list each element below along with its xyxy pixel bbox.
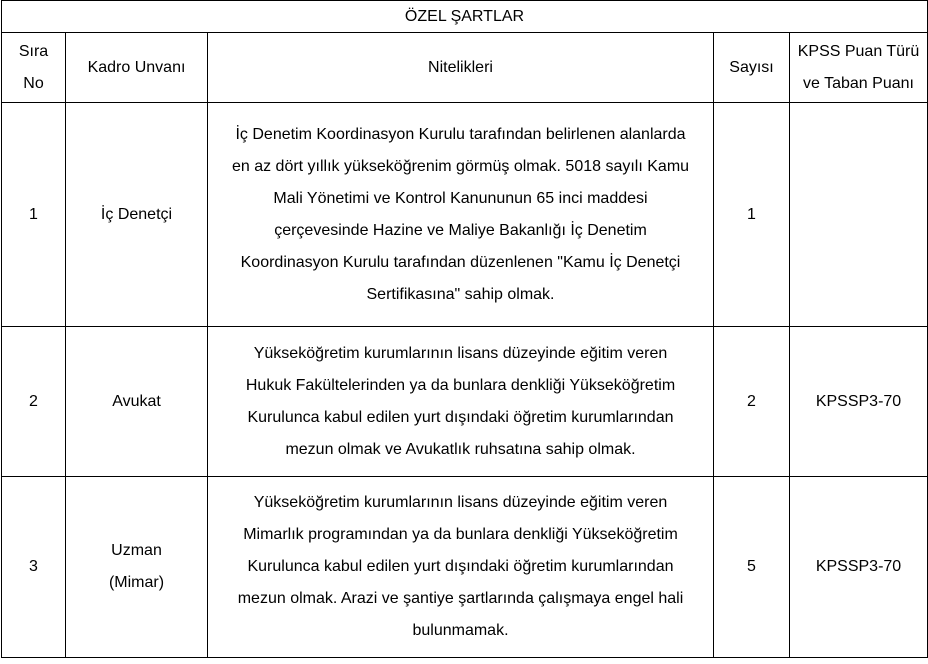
nitelik-line: Yükseköğretim kurumlarının lisans düzeyinde eğitim veren [253,344,668,362]
header-sira-no-line: Sıra [18,42,49,60]
nitelik-line: Koordinasyon Kurulu tarafından düzenlenen "Kamu İç Denetçi [240,253,681,271]
cell-kadro-unvani [66,327,208,477]
cell-sira-no: 1 [2,103,66,327]
table-row [2,327,928,477]
title-row [2,1,928,33]
cell-sayisi: 1 [714,103,790,327]
header-sira-no [2,33,66,103]
ozel-sartlar-table [1,0,928,658]
nitelik-line: Hukuk Fakültelerinden ya da bunlara denkliği Yükseköğretim [245,376,676,394]
nitelik-line: Mali Yönetimi ve Kontrol Kanununun 65 inci maddesi [273,189,648,207]
table-row [2,477,928,658]
cell-kpss [790,103,928,327]
header-kpss-line: KPSS Puan Türü [797,42,920,60]
unvan-line: (Mimar) [108,574,165,591]
cell-sira-no: 3 [2,477,66,658]
table-row [2,103,928,327]
nitelik-line: Sertifikasına" sahip olmak. [366,285,555,303]
cell-sayisi: 5 [714,477,790,658]
nitelik-line: Mimarlık programından ya da bunlara denkliği Yükseköğretim [243,526,678,543]
nitelik-line: mezun olmak ve Avukatlık ruhsatına sahip olmak. [285,440,636,458]
cell-nitelikleri [208,327,714,477]
nitelik-line: Yükseköğretim kurumlarının lisans düzeyinde eğitim veren [253,494,668,511]
unvan-line: Avukat [112,392,161,410]
unvan-line: Uzman [111,542,162,559]
nitelik-line: İç Denetim Koordinasyon Kurulu tarafından belirlenen alanlarda [235,125,686,143]
header-kpss [790,33,928,103]
cell-kadro-unvani [66,103,208,327]
cell-nitelikleri [208,103,714,327]
nitelik-line: mezun olmak. Arazi ve şantiye şartlarında çalışmaya engel hali [237,590,684,607]
cell-sayisi: 2 [714,327,790,477]
header-nitelikleri: Nitelikleri [208,33,714,103]
cell-kadro-unvani [66,477,208,658]
nitelik-line: çerçevesinde Hazine ve Maliye Bakanlığı İç Denetim [274,221,647,239]
cell-kpss: KPSSP3-70 [790,477,928,658]
table-title: ÖZEL ŞARTLAR [2,1,928,33]
unvan-line: İç Denetçi [100,205,173,223]
nitelik-line: Kurulunca kabul edilen yurt dışındaki öğretim kurumlarından [247,558,674,575]
cell-nitelikleri [208,477,714,658]
nitelik-line: Kurulunca kabul edilen yurt dışındaki öğretim kurumlarından [247,408,674,426]
header-row [2,33,928,103]
header-kpss-line: ve Taban Puanı [803,74,914,92]
nitelik-line: bulunmamak. [412,622,509,639]
header-sayisi: Sayısı [714,33,790,103]
cell-kpss: KPSSP3-70 [790,327,928,477]
nitelik-line: en az dört yıllık yükseköğrenim görmüş olmak. 5018 sayılı Kamu [231,157,690,175]
cell-sira-no: 2 [2,327,66,477]
header-kadro-unvani: Kadro Unvanı [66,33,208,103]
header-sira-no-line: No [23,74,44,92]
